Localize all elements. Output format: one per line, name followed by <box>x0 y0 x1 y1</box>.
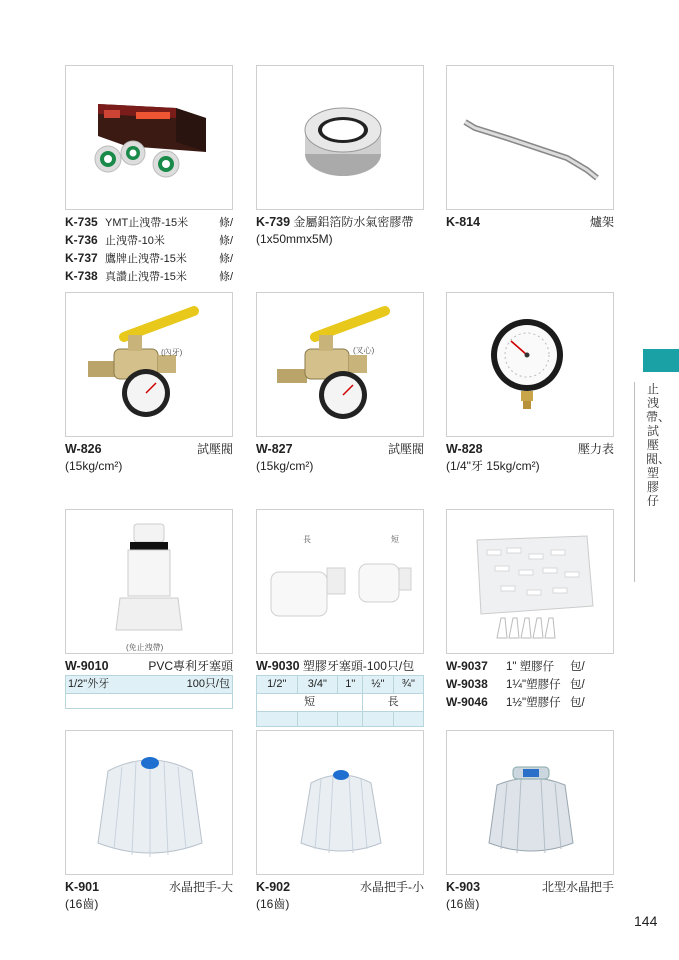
product-caption-k735 <box>65 214 233 286</box>
product-caption-w826 <box>65 441 233 475</box>
product-spec: (16齒) <box>65 897 99 911</box>
pressure-gauge-image <box>447 293 614 437</box>
product-caption-k814 <box>446 214 614 231</box>
product-image-w826 <box>65 292 233 437</box>
product-code: K-902 <box>256 880 291 894</box>
product-name: 試壓閥 <box>387 442 424 456</box>
list-item: W-9037 1" 塑膠仔 包/ <box>446 659 585 673</box>
short-label: 短 <box>391 535 399 544</box>
product-image-w827 <box>256 292 424 437</box>
aluminum-tape-image <box>257 66 424 210</box>
seal-tape-box-image <box>66 66 233 210</box>
product-caption-k739 <box>256 214 424 248</box>
product-image-w9037 <box>446 509 614 654</box>
product-name: 試壓閥 <box>196 442 233 456</box>
product-caption-w9037 <box>446 658 614 712</box>
product-name: PVC專利牙塞頭 <box>148 659 233 673</box>
test-valve-image <box>66 293 233 437</box>
category-tab-marker <box>643 349 679 372</box>
spec-table <box>65 675 233 709</box>
spec-qty: 100只/包 <box>147 676 232 694</box>
plastic-plug-image <box>257 510 424 654</box>
plastic-anchor-bag-image <box>447 510 614 654</box>
product-name: 水晶把手-小 <box>360 880 424 894</box>
product-image-w9010 <box>65 509 233 654</box>
product-image-k735 <box>65 65 233 210</box>
list-item: K-736 止洩帶-10米 條/ <box>65 233 234 247</box>
product-name: 壓力表 <box>577 442 614 456</box>
product-code: W-9030 <box>256 659 300 673</box>
product-caption-k902 <box>256 879 424 913</box>
list-item: W-9046 1½"塑膠仔 包/ <box>446 695 585 709</box>
size-cell: ¾" <box>393 676 423 694</box>
product-name: 塑膠牙塞頭-100只/包 <box>302 659 415 673</box>
list-item: K-737 鷹牌止洩帶-15米 條/ <box>65 251 234 265</box>
spec-thread: 1/2"外牙 <box>66 676 148 694</box>
product-caption-w828 <box>446 441 614 475</box>
product-image-w9030 <box>256 509 424 654</box>
product-name: 北型水晶把手 <box>541 880 614 894</box>
product-image-k739 <box>256 65 424 210</box>
size-cell: ½" <box>363 676 393 694</box>
list-item: K-738 真讚止洩帶-15米 條/ <box>65 269 234 283</box>
crystal-handle-image <box>66 731 233 875</box>
product-caption-w9010 <box>65 658 233 709</box>
stove-rack-image <box>447 66 614 210</box>
product-code: K-901 <box>65 880 100 894</box>
long-group: 長 <box>363 694 424 712</box>
product-caption-w9030 <box>256 658 424 727</box>
variant-tag: (內牙) <box>161 348 183 357</box>
short-group: 短 <box>257 694 363 712</box>
variant-tag: (免止洩帶) <box>126 643 164 652</box>
product-code: W-828 <box>446 442 483 456</box>
product-spec: (16齒) <box>446 897 480 911</box>
product-image-k814 <box>446 65 614 210</box>
pvc-plug-image <box>66 510 233 654</box>
product-code: W-9010 <box>65 659 109 673</box>
product-caption-k901 <box>65 879 233 913</box>
product-spec: (15kg/cm²) <box>256 459 314 473</box>
size-table <box>256 675 424 727</box>
product-image-k902 <box>256 730 424 875</box>
product-caption-k903 <box>446 879 614 913</box>
list-item: K-735 YMT止洩帶-15米 條/ <box>65 215 234 229</box>
product-spec: (16齒) <box>256 897 290 911</box>
product-image-k901 <box>65 730 233 875</box>
product-code: K-814 <box>446 215 481 229</box>
product-code: K-739 <box>256 215 291 229</box>
product-code: W-827 <box>256 442 293 456</box>
product-spec: (15kg/cm²) <box>65 459 123 473</box>
crystal-handle-image <box>447 731 614 875</box>
product-name: 爐架 <box>589 215 614 229</box>
page-number: 144 <box>634 913 658 929</box>
size-cell: 1" <box>338 676 363 694</box>
product-name: 金屬鋁箔防水氣密膠帶 <box>293 215 414 229</box>
product-name: 水晶把手-大 <box>169 880 233 894</box>
sidebar-divider <box>634 382 635 582</box>
product-code: W-826 <box>65 442 102 456</box>
size-cell: 3/4" <box>297 676 338 694</box>
list-item: W-9038 1¼"塑膠仔 包/ <box>446 677 585 691</box>
variant-tag: (叉心) <box>353 346 375 355</box>
product-spec: (1x50mmx5M) <box>256 232 333 246</box>
product-spec: (1/4"牙 15kg/cm²) <box>446 459 540 473</box>
size-cell: 1/2" <box>257 676 298 694</box>
category-label: 止洩帶、試壓閥、塑膠仔 <box>646 382 671 508</box>
long-label: 長 <box>303 535 311 544</box>
product-code: K-903 <box>446 880 481 894</box>
product-image-w828 <box>446 292 614 437</box>
test-valve-image <box>257 293 424 437</box>
product-caption-w827 <box>256 441 424 475</box>
crystal-handle-image <box>257 731 424 875</box>
product-image-k903 <box>446 730 614 875</box>
